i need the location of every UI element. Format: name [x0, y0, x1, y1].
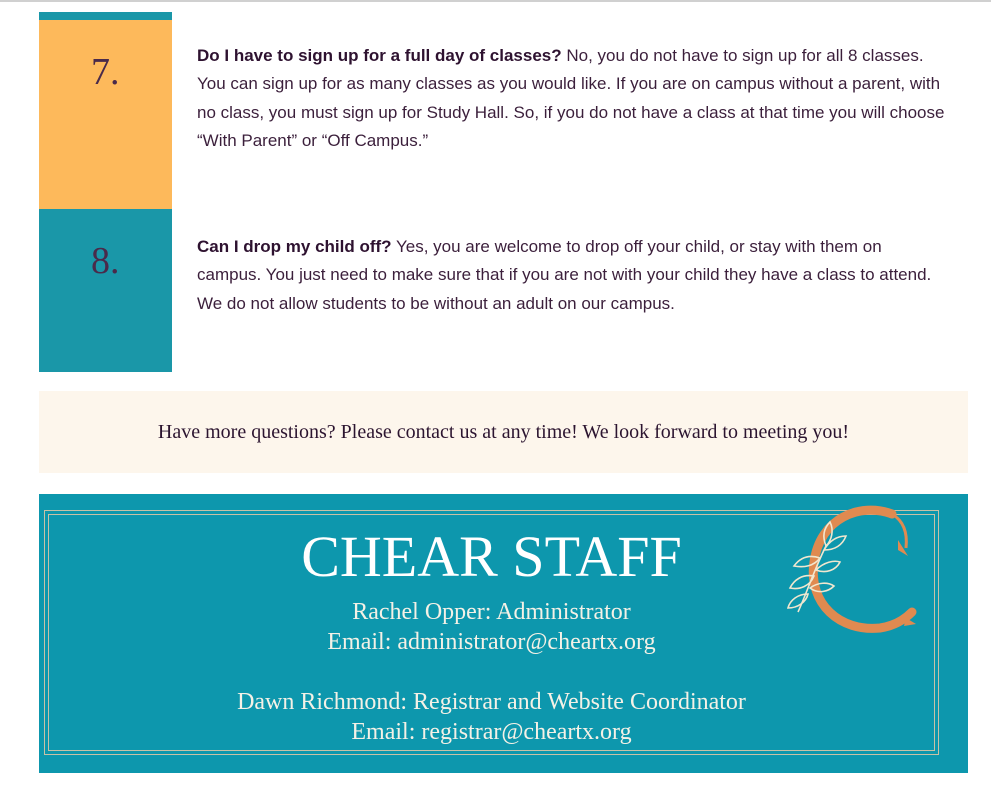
faq-number: 7.: [91, 51, 120, 93]
staff-title: CHEAR STAFF: [301, 524, 682, 589]
staff-member-email: Email: administrator@cheartx.org: [327, 629, 656, 655]
staff-member-email: Email: registrar@cheartx.org: [351, 719, 632, 745]
faq-question: Can I drop my child off?: [197, 237, 392, 256]
contact-banner: [39, 391, 968, 473]
faq-question: Do I have to sign up for a full day of classes?: [197, 46, 562, 65]
faq-number-block-8: [39, 209, 172, 372]
staff-member-role: Rachel Opper: Administrator: [352, 599, 631, 625]
number-column-cap: [39, 12, 172, 20]
page-top-border: [0, 0, 991, 2]
staff-member-role: Dawn Richmond: Registrar and Website Coordinator: [237, 689, 746, 715]
c-monogram-leaf-icon: [780, 500, 920, 640]
faq-item-7: [197, 42, 945, 155]
contact-banner-text: Have more questions? Please contact us at any time! We look forward to meeting you!: [157, 420, 850, 443]
faq-item-8: [197, 233, 945, 318]
faq-answer: No, you do not have to sign up for all 8 classes. You can sign up for as many classes as you would like. If you are on campus without a parent, with no class, you must sign up for Study Hall. So, if you do not have a class at that time you will choose “With Parent” or “Off Campus.”: [197, 46, 945, 150]
faq-answer: Yes, you are welcome to drop off your child, or stay with them on campus. You just need to make sure that if you are not with your child they have a class to attend. We do not allow students to be without an adult on our campus.: [197, 237, 932, 313]
faq-number-block-7: [39, 20, 172, 209]
faq-number: 8.: [91, 240, 120, 282]
